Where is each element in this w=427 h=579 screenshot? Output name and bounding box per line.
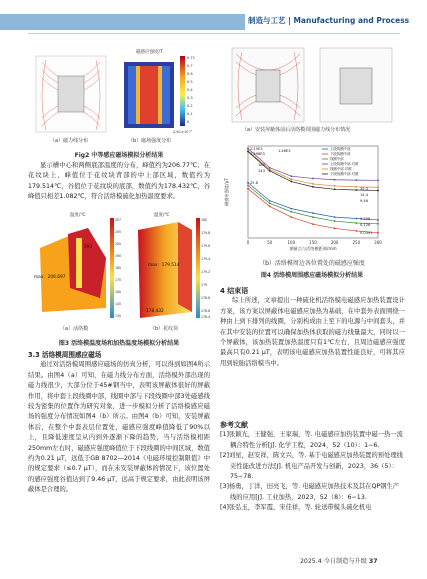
data-label: 9.46 [360,199,369,203]
data-point [377,179,379,181]
data-point [312,223,314,225]
figure-3 [28,208,213,336]
data-point [269,205,271,207]
data-label: 180 [258,163,265,167]
data-label: 1.46E3 [278,149,291,153]
data-point [334,216,336,218]
footer-text: 2025.4 今日制造与升级 [300,558,367,565]
data-point [290,208,292,210]
data-point [355,218,357,220]
references [220,420,405,514]
svg-text:130: 130 [115,314,122,318]
page-footer [300,556,378,565]
figure-3-images [28,208,213,336]
colorbar-tick: 0.1 [187,112,193,116]
data-point [247,182,249,184]
data-point [247,185,249,187]
reference-item: [4]张弘玉，李军霞，宋佳祥，等. 轮送带模头硫化机电 [220,504,372,512]
legend-entry: 下段线圈中部 [330,152,351,156]
data-label: 25.8 [250,181,259,185]
x-tick-label: 0 [246,240,250,245]
fig3-label-b: 温度/℃ [154,213,170,218]
x-tick-label: 150 [309,240,317,245]
colorbar-bottom: 2.61×10⁻⁶ [173,130,192,134]
section-heading: 3.3 活络模周围感应磁场 [28,351,102,359]
data-point [269,200,271,202]
x-tick-label: 250 [352,240,361,245]
figure-4a-images [222,42,402,134]
data-label: 14.4 [360,193,369,197]
data-point [334,179,336,181]
legend-entry: 线圈中部-对照 [330,167,352,171]
svg-text:170: 170 [115,278,122,282]
section-4 [220,286,405,369]
series-line [248,149,378,181]
x-tick-label: 300 [374,240,382,245]
header-color-bar [0,14,245,30]
data-point [355,189,357,191]
svg-text:205: 205 [115,230,122,234]
svg-text:180: 180 [115,266,122,270]
fig3-val-a: 193 [84,245,93,250]
colorbar-tick: 0.71 [187,56,196,60]
data-point [377,190,379,192]
colorbar-title: 磁感应强度/T [136,50,163,55]
svg-text:179.2: 179.2 [201,270,211,274]
colorbar-tick: 0.5 [187,80,193,84]
colorbar-tick: 0.6 [187,72,193,76]
data-point [312,216,314,218]
legend-entry: 上段线圈中部 [330,147,351,151]
data-point [312,186,314,188]
data-point [269,170,271,172]
data-point [355,230,357,232]
svg-text:179.4: 179.4 [201,257,211,261]
data-point [334,185,336,187]
reference-item: [1]张颖光，王健强，王家瑞，等. 电磁感应加热装置中磁一热一流耦合特性分析[J]. 化学工程，2024，52（10）：1−6. [220,431,403,449]
data-label: 2.15E3 [250,147,263,151]
svg-text:178.4: 178.4 [201,315,211,319]
figure-4b-chart [222,138,402,258]
data-point [247,151,249,153]
fig3-label-a: 温度/℃ [70,213,86,218]
legend-entry: 下段线圈中部-对照 [330,172,359,176]
legend-entry: 线圈中部 [330,157,344,161]
colorbar-tick: 0.3 [187,96,193,100]
svg-text:179: 179 [201,283,208,287]
data-point [334,188,336,190]
svg-text:145: 145 [115,302,122,306]
paragraph: 综上所述，文章提出一种硫化机活络模电磁感应加热装置设计方案，该方案以屏蔽体电磁感应加热为基础，在中套外表面围绕一种由上到下排列的线圈，分别构成由上至下的电源与中间套头，并在其中安装的位置可以确保加热体获取的磁力线量最大，同时以一个屏蔽体，该加热装置加热温度只有1℃左右，且周边磁感应强度最高只有0.21 μT，表明该电磁感应加热装置性能良好，可将其应用到轮胎活络模当中。 [220,297,405,367]
y-axis-label: 磁感应强度/μT [224,178,229,206]
reference-item: [3]杨勇，丁洋，田亮飞，等. 电磁感应加热技术及其在QP钢生产线的应用[J]. 工业加热，2023，52（8）：6−13. [220,483,400,501]
figure-4a [222,42,402,134]
data-point [377,186,379,188]
reference-item: [2]刘星，赵安祥，陈文兴，等. 基于电磁感应加热装置的预处理线夹性能改进方法[J]. 机电产品开发与创新，2023，36（5）：75−78. [220,452,403,481]
data-point [355,222,357,224]
section-heading: 4 结束语 [220,287,249,295]
data-point [355,186,357,188]
data-point [269,167,271,169]
svg-text:179.8: 179.8 [201,231,211,235]
fig4-caption-b: （b）活络模周边各位置处的磁感应强度 [259,260,365,267]
x-tick-label: 200 [330,240,339,245]
fig4-title: 图4 活络模周围感应磁场模拟分析结果 [260,272,364,279]
data-point [247,188,249,190]
paragraph: 通过对活络模周围感应磁场的仿真分析，可以得到如图4所示结果。由图4（a）可知，在磁力线分布方面，活络模外部出现的磁力线很少，大部分位于45#钢当中，表明该屏蔽体很好的屏蔽作用，将中套上段线圈中部，线圈中部与下段线圈中部3处磁感线较为密集的位置作为研究对象，进一步模拟分析了活络模感应磁场的强度分布情况如图4（b）所示。由图4（b）可知，安装屏蔽体后，在整个中套表层位置处，磁感应强度峰值降低了90%以上，且降低速度呈从内到外逐渐下降的趋势，当与活络模相距250mm左右时，磁感应强度峰值位于下段线圈的中间区域，数值约为0.21 μT，远低于GB 8702—2014《电磁环境控制限值》中的规定要求（≤0.7 μT），而在未安装屏蔽体的情况下，该位置处的感应强度谷值达到了9.46 μT，远高于规定要求，由此表明该屏蔽体是合理的。 [28,361,210,494]
data-point [290,216,292,218]
data-label: 143 [258,169,265,173]
data-point [290,181,292,183]
paragraph: 显示槽中心和两侧底部温度的分布，峰值约为206.77℃；在花纹块上，峰值位于花纹块背部的中上部区域，数值约为179.514℃，谷值位于花纹块的底部，数值约为178.432℃，谷峰值只相差1.082℃，符合活络模硫化加热温度要求。 [28,162,210,201]
data-point [334,227,336,229]
x-tick-label: 100 [287,240,296,245]
fig3-max-b: max：179.514 [148,263,180,268]
data-point [290,211,292,213]
chart-svg [222,138,402,258]
fig2-title: Fig2 中等感应磁场模拟分析结果 [74,152,164,159]
legend-entry: 上段线圈中部-对照 [330,162,359,166]
svg-text:160: 160 [115,290,122,294]
data-point [377,219,379,221]
data-label: 0.0391 [360,231,373,235]
data-label: 0.126 [360,223,371,227]
page-header [0,0,427,40]
data-point [247,148,249,150]
fig4-caption-a: （a）安装屏蔽体前后活络模周围磁力线分布情况 [242,127,351,133]
data-label: 35.3 [360,187,369,191]
page-number: 37 [368,558,378,565]
fig3-caption-b: （b）花纹块 [150,326,179,332]
fig3-ticks-b [201,218,210,319]
data-point [377,223,379,225]
data-point [290,175,292,177]
colorbar-tick: 0.7 [187,64,193,68]
colorbar-tick: 0 [187,120,190,124]
data-point [312,212,314,214]
svg-text:200: 200 [115,242,122,246]
section-3-3 [28,350,210,496]
data-label: 0.208 [360,217,371,221]
data-point [312,178,314,180]
data-point [334,220,336,222]
fig3-max-a: max：206.697 [34,275,66,280]
svg-text:180: 180 [201,218,208,222]
svg-text:178.8: 178.8 [201,296,211,300]
svg-text:207: 207 [115,218,122,222]
x-tick-label: 50 [267,240,273,245]
data-point [269,202,271,204]
data-point [377,232,379,234]
colorbar-tick: 0.2 [187,104,193,108]
data-point [312,183,314,185]
header-title: 制造与工艺 | Manufacturing and Process [248,16,410,25]
data-point [355,179,357,181]
fig2-caption-a: （a）磁力线分布 [50,138,89,144]
figure-2-images [28,42,213,150]
svg-text:178.6: 178.6 [201,309,211,313]
svg-text:190: 190 [115,254,122,258]
header-divider [28,33,400,34]
data-label: 1.598E3 [250,152,265,156]
left-para-1 [28,161,210,203]
fig3-val-b: 178.432 [146,309,164,314]
fig3-caption-a: （a）活络模 [60,326,89,332]
figure-2 [28,42,213,150]
fig2-caption-b: （b）磁场强度分布 [128,138,172,144]
data-point [290,178,292,180]
x-axis-label: 测量点与活络模距离/mm [289,246,337,251]
fig3-ticks-a [115,218,121,318]
colorbar-tick: 0.4 [187,88,193,92]
references-heading: 参考文献 [220,421,248,429]
fig3-title: 图3 活络模温度场和加热温度场模拟分析结果 [58,340,180,347]
svg-text:179.6: 179.6 [201,244,211,248]
series-line [248,189,378,233]
